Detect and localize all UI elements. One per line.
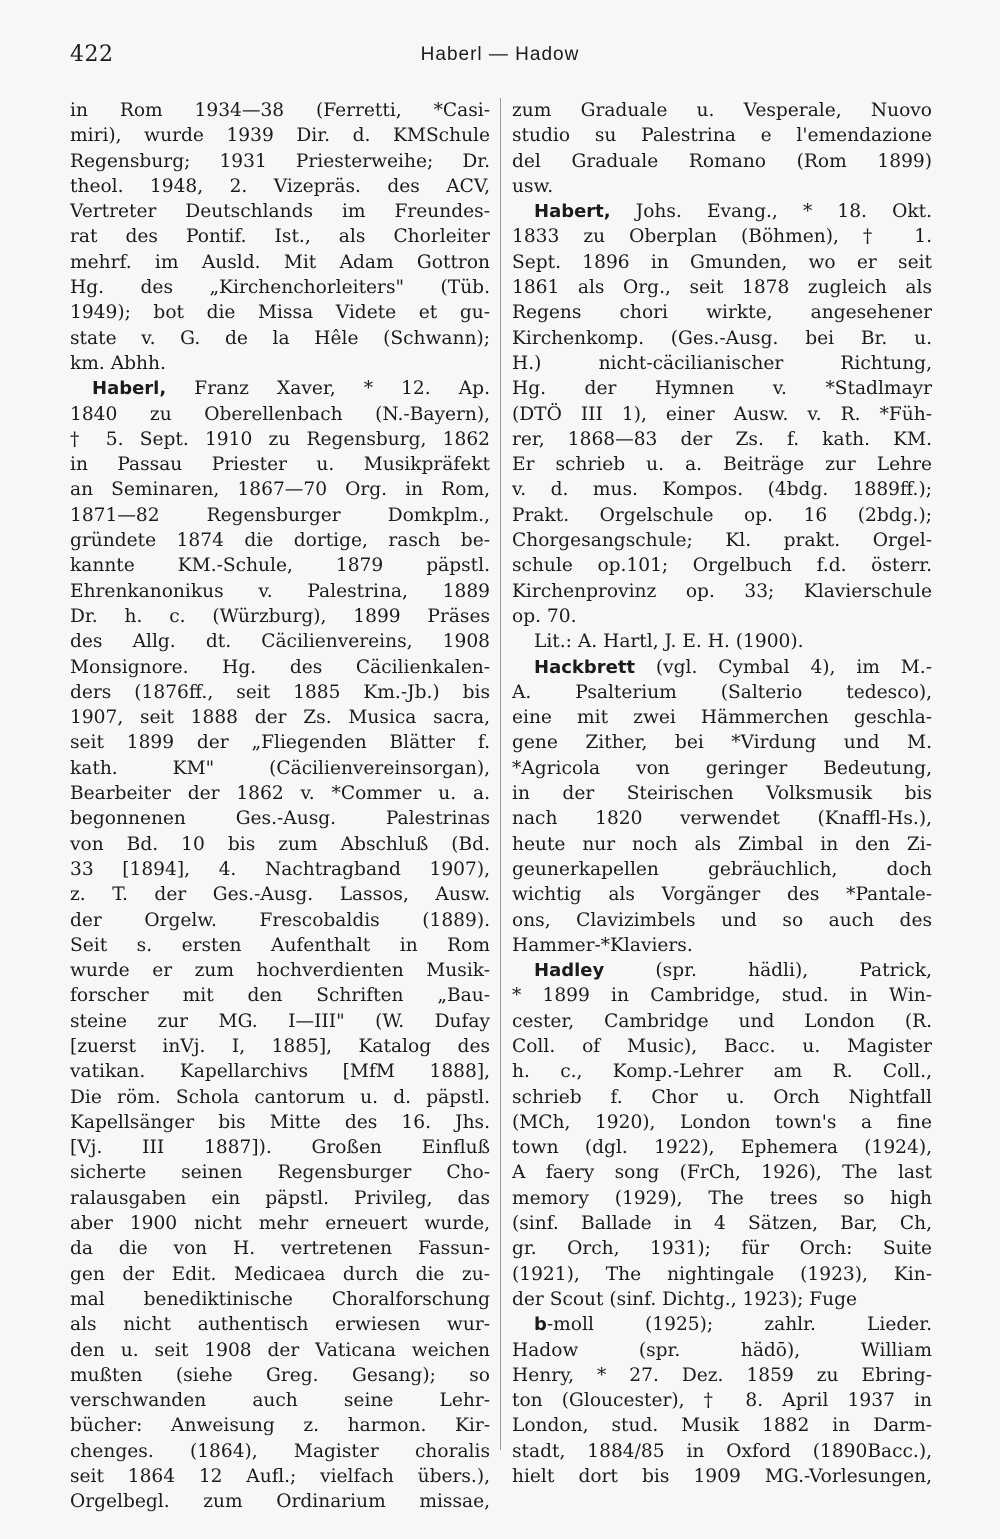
right-column-line: memory (1929), The trees so high [512,1187,932,1209]
left-column-line: km. Abhh. [70,352,166,374]
left-column-line: 1840 zu Oberellenbach (N.-Bayern), [70,403,490,425]
left-column-line: mußten (siehe Greg. Gesang); so [70,1364,490,1386]
left-column-line: [Vj. III 1887]). Großen Einfluß [70,1137,490,1159]
right-column-line: der Scout (sinf. Dichtg., 1923); Fuge [512,1288,858,1310]
right-column-line: Regens chori wirkte, angesehener [512,302,932,324]
left-column-line: des Allg. dt. Cäcilienvereins, 1908 [70,631,490,653]
left-column-line: gen der Edit. Medicaea durch die zu- [70,1263,490,1285]
left-column-line: aber 1900 nicht mehr erneuert wurde, [70,1213,490,1235]
left-column-line: steine zur MG. I—III" (W. Dufay [70,1010,490,1032]
left-column-line: da die von H. vertretenen Fassun- [70,1238,490,1260]
right-column-line: schule op.101; Orgelbuch f.d. österr. [512,555,932,577]
right-column-line: *Agricola von geringer Bedeutung, [512,757,932,779]
left-column [70,98,490,1515]
right-column-line: cester, Cambridge und London (R. [512,1010,932,1032]
right-column-line: nach 1820 verwendet (Knaffl-Hs.), [512,808,932,830]
right-column-line: del Graduale Romano (Rom 1899) [512,150,932,172]
left-column-line: mal benediktinische Choralforschung [70,1288,490,1310]
left-column-line: Monsignore. Hg. des Cäcilienkalen- [70,656,490,678]
left-column-line: kath. KM" (Cäcilienvereinsorgan), [70,757,490,779]
left-column-line: Hg. des „Kirchenchorleiters" (Tüb. [70,277,490,299]
right-column-line: 1833 zu Oberplan (Böhmen), † 1. [512,226,932,248]
right-column-line: h. c., Komp.-Lehrer am R. Coll., [512,1061,932,1083]
right-column-line: 1861 als Org., seit 1878 zugleich als [512,277,932,299]
right-column-line: (DTÖ III 1), einer Ausw. v. R. *Füh- [512,403,932,425]
right-column-line: Hadley (spr. hädli), Patrick, [534,960,932,982]
right-column-line: zum Graduale u. Vesperale, Nuovo [512,100,932,121]
right-column-line: Henry, * 27. Dez. 1859 zu Ebring- [512,1364,932,1386]
left-column-line: state v. G. de la Hêle (Schwann); [70,327,490,349]
right-column [512,98,932,1489]
left-column-line: rat des Pontif. Ist., als Chorleiter [70,226,490,248]
right-column-line: in der Steirischen Volksmusik bis [512,783,932,805]
left-column-line: den u. seit 1908 der Vaticana weichen [70,1339,490,1361]
page-number: 422 [70,42,114,67]
left-column-line: an Seminaren, 1867—70 Org. in Rom, [70,479,490,501]
left-column-line: Dr. h. c. (Würzburg), 1899 Präses [70,605,490,627]
left-column-line: wurde er zum hochverdienten Musik- [70,960,490,982]
right-column-line: Kirchenkomp. (Ges.-Ausg. bei Br. u. [512,327,932,349]
headword: Habert, [534,201,611,223]
left-column-line: theol. 1948, 2. Vizepräs. des ACV, [70,175,490,197]
right-column-line: Sept. 1896 in Gmunden, wo er seit [512,251,932,273]
right-column-line: wichtig als Vorgänger des *Pantale- [512,884,932,906]
left-column-line: ralausgaben ein päpstl. Privileg, das [70,1187,490,1209]
right-column-line: * 1899 in Cambridge, stud. in Win- [512,985,932,1007]
right-column-line: rer, 1868—83 der Zs. f. kath. KM. [512,428,932,450]
right-column-line: Er schrieb u. a. Beiträge zur Lehre [512,454,932,476]
left-column-line: kannte KM.-Schule, 1879 päpstl. [70,555,490,577]
right-column-line: heute nur noch als Zimbal in den Zi- [512,833,932,855]
right-column-line: hielt dort bis 1909 MG.-Vorlesungen, [512,1466,932,1488]
right-column-line: geunerkapellen gebräuchlich, doch [512,858,932,880]
left-column-line: z. T. der Ges.-Ausg. Lassos, Ausw. [70,884,490,906]
left-column-line: Die röm. Schola cantorum u. d. päpstl. [70,1086,490,1108]
left-column-line: vatikan. Kapellarchivs [MfM 1888], [70,1061,490,1083]
headword: Hackbrett [534,656,636,678]
left-column-line: 1949); bot die Missa Videte et gu- [70,302,490,324]
right-column-line: stadt, 1884/85 in Oxford (1890Bacc.), [512,1440,932,1462]
right-column-line: A faery song (FrCh, 1926), The last [512,1162,932,1184]
right-column-line: A. Psalterium (Salterio tedesco), [512,681,932,703]
left-column-line: Kapellsänger bis Mitte des 16. Jhs. [70,1111,490,1133]
right-column-line: op. 70. [512,605,577,627]
headword: b [534,1314,547,1336]
left-column-line: gründete 1874 die dortige, rasch be- [70,530,490,552]
left-column-line: Seit s. ersten Aufenthalt in Rom [70,934,490,956]
right-column-line: ton (Gloucester), † 8. April 1937 in [512,1390,932,1412]
right-column-line: Hadow (spr. hädō), William [512,1339,932,1361]
right-column-line: Lit.: A. Hartl, J. E. H. (1900). [534,631,804,653]
left-column-line: Ehrenkanonikus v. Palestrina, 1889 [70,580,490,602]
right-column-line: ons, Clavizimbels und so auch des [512,909,932,931]
right-column-line: (MCh, 1920), London town's a fine [512,1111,932,1133]
right-column-line: schrieb f. Chor u. Orch Nightfall [512,1086,932,1108]
column-divider [500,98,501,1450]
right-column-line: Habert, Johs. Evang., * 18. Okt. [534,201,932,223]
left-column-line: seit 1864 12 Aufl.; vielfach übers.), [70,1466,490,1488]
left-column-line: verschwanden auch seine Lehr- [70,1390,490,1412]
left-column-line: Orgelbegl. zum Ordinarium missae, [70,1491,490,1513]
right-column-line: (sinf. Ballade in 4 Sätzen, Bar, Ch, [512,1213,932,1235]
right-column-line: eine mit zwei Hämmerchen geschla- [512,707,932,729]
left-column-line: chenges. (1864), Magister choralis [70,1440,490,1462]
right-column-line: studio su Palestrina e l'emendazione [512,125,932,147]
right-column-line: Chorgesangschule; Kl. prakt. Orgel- [512,530,932,552]
left-column-line: Haberl, Franz Xaver, * 12. Ap. [92,378,490,400]
left-column-line: Regensburg; 1931 Priesterweihe; Dr. [70,150,490,172]
left-column-line: von Bd. 10 bis zum Abschluß (Bd. [70,833,490,855]
headword: Hadley [534,960,605,982]
headword: Haberl, [92,378,167,400]
right-column-line: London, stud. Musik 1882 in Darm- [512,1415,932,1437]
right-column-line: H.) nicht-cäcilianischer Richtung, [512,352,932,374]
right-column-line: usw. [512,175,554,197]
right-column-line: Coll. of Music), Bacc. u. Magister [512,1035,932,1057]
right-column-line: Prakt. Orgelschule op. 16 (2bdg.); [512,504,932,526]
running-head: Haberl — Hadow [420,44,580,65]
left-column-line: 1907, seit 1888 der Zs. Musica sacra, [70,707,490,729]
left-column-line: seit 1899 der „Fliegenden Blätter f. [70,732,490,754]
left-column-line: mehrf. im Ausld. Mit Adam Gottron [70,251,490,273]
left-column-line: als nicht authentisch erwiesen wur- [70,1314,490,1336]
left-column-line: [zuerst inVj. I, 1885], Katalog des [70,1035,490,1057]
left-column-line: ders (1876ff., seit 1885 Km.-Jb.) bis [70,681,490,703]
right-column-line: Hg. der Hymnen v. *Stadlmayr [512,378,932,400]
left-column-line: 33 [1894], 4. Nachtragband 1907), [70,858,490,880]
left-column-line: sicherte seinen Regensburger Cho- [70,1162,490,1184]
right-column-line: Hammer-*Klaviers. [512,934,693,956]
left-column-line: 1871—82 Regensburger Domkplm., [70,504,490,526]
right-column-line: town (dgl. 1922), Ephemera (1924), [512,1137,932,1159]
right-column-line: gr. Orch, 1931); für Orch: Suite [512,1238,932,1260]
right-column-line: Kirchenprovinz op. 33; Klavierschule [512,580,932,602]
left-column-line: forscher mit den Schriften „Bau- [70,985,490,1007]
right-column-line: b-moll (1925); zahlr. Lieder. [534,1314,932,1336]
right-column-line: Hackbrett (vgl. Cymbal 4), im M.- [534,656,932,678]
left-column-line: in Passau Priester u. Musikpräfekt [70,454,490,476]
right-column-line: (1921), The nightingale (1923), Kin- [512,1263,932,1285]
left-column-line: der Orgelw. Frescobaldis (1889). [70,909,490,931]
right-column-line: v. d. mus. Kompos. (4bdg. 1889ff.); [512,479,932,501]
left-column-line: in Rom 1934—38 (Ferretti, *Casi- [70,100,490,121]
left-column-line: begonnenen Ges.-Ausg. Palestrinas [70,808,490,830]
right-column-line: gene Zither, bei *Virdung und M. [512,732,932,754]
left-column-line: bücher: Anweisung z. harmon. Kir- [70,1415,490,1437]
left-column-line: Bearbeiter der 1862 v. *Commer u. a. [70,783,490,805]
left-column-line: Vertreter Deutschlands im Freundes- [70,201,490,223]
left-column-line: miri), wurde 1939 Dir. d. KMSchule [70,125,490,147]
left-column-line: † 5. Sept. 1910 zu Regensburg, 1862 [70,428,490,450]
